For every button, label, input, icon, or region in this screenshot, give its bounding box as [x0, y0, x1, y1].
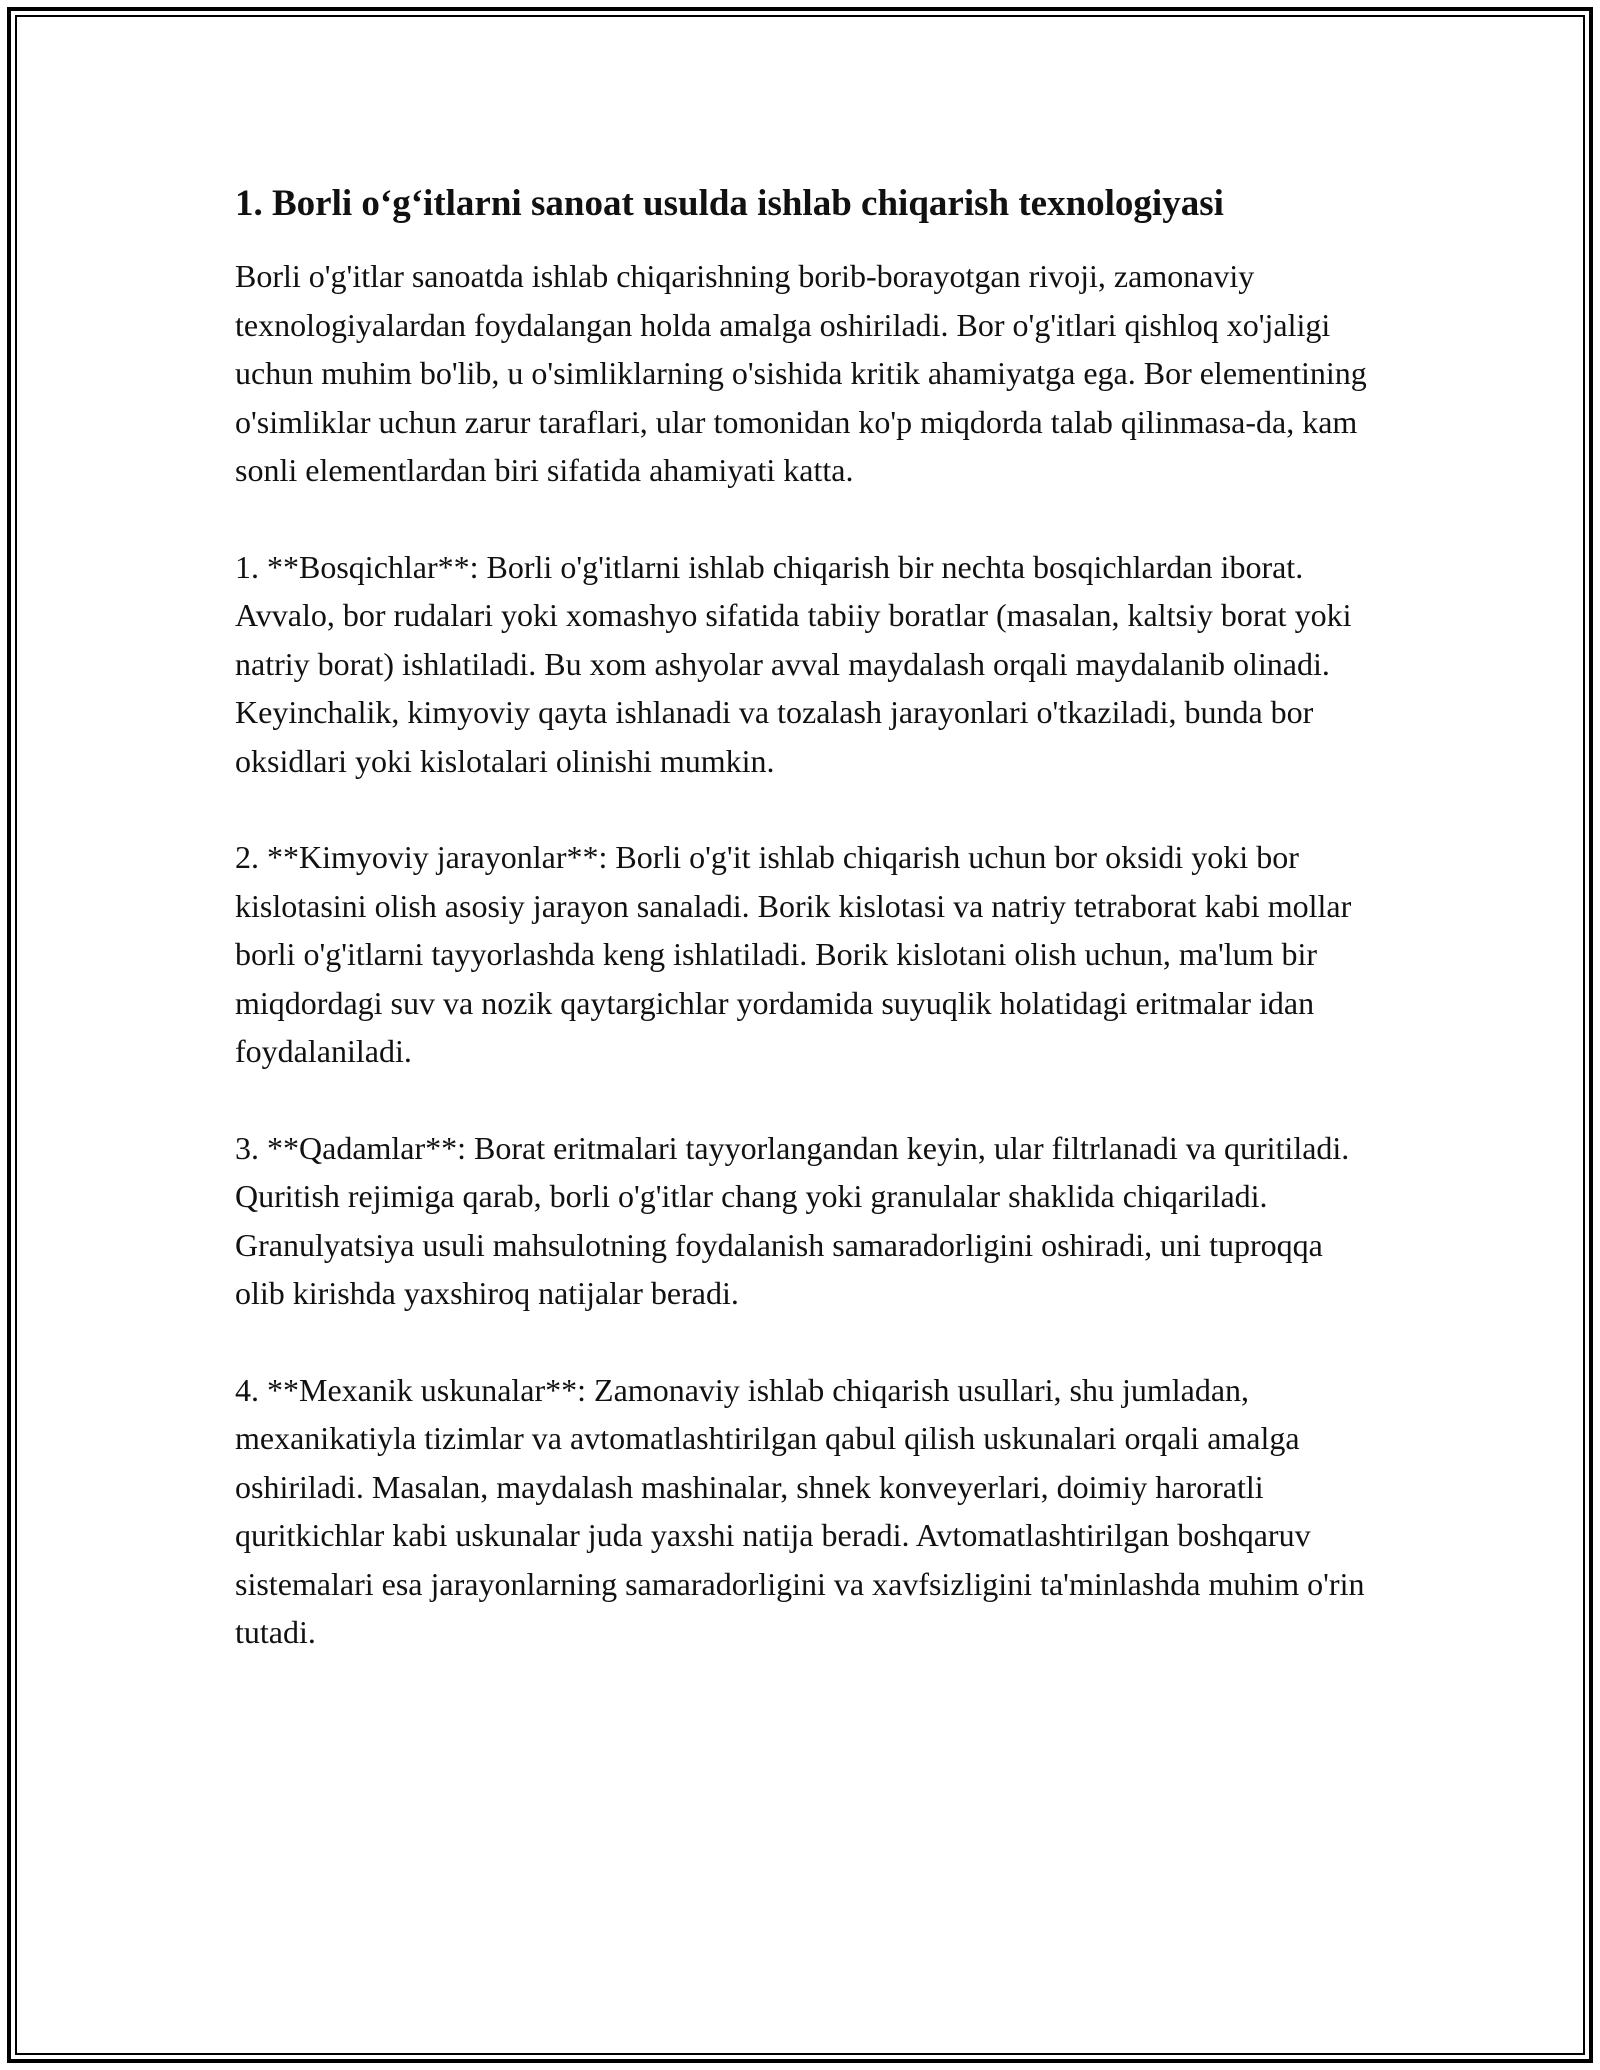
- paragraph-qadamlar: 3. **Qadamlar**: Borat eritmalari tayyorlangandan keyin, ular filtrlanadi va quritiladi. Quritish rejimiga qarab, borli o'g'itlar chang yoki granulalar shaklida chiqariladi. Granulyatsiya usuli mahsulotning foydalanish samaradorligini oshiradi, uni tuproqqa olib kirishda yaxshiroq natijalar beradi.: [235, 1129, 1350, 1312]
- paragraph-mexanik-uskunalar: 4. **Mexanik uskunalar**: Zamonaviy ishlab chiqarish usullari, shu jumladan, mexanikatiyla tizimlar va avtomatlashtirilgan qabul qilish uskunalari orqali amalga oshiriladi. Masalan, maydalash mashinalar, shnek konveyerlari, doimiy haroratli quritkichlar kabi uskunalar juda yaxshi natija beradi. Avtomatlashtirilgan boshqaruv sistemalari esa jarayonlarning samaradorligini va xavfsizligini ta'minlashda muhim o'rin tutadi.: [235, 1371, 1365, 1651]
- paragraph-bosqichlar: 1. **Bosqichlar**: Borli o'g'itlarni ishlab chiqarish bir nechta bosqichlardan iborat. Avvalo, bor rudalari yoki xomashyo sifatida tabiiy boratlar (masalan, kaltsiy borat yoki natriy borat) ishlatiladi. Bu xom ashyolar avval maydalash orqali maydalanib olinadi. Keyinchalik, kimyoviy qayta ishlanadi va tozalash jarayonlari o'tkaziladi, bunda bor oksidlari yoki kislotalari olinishi mumkin.: [235, 548, 1352, 779]
- document-body: [235, 180, 1375, 1705]
- paragraph-kimyoviy-jarayonlar: 2. **Kimyoviy jarayonlar**: Borli o'g'it ishlab chiqarish uchun bor oksidi yoki bor kislotasini olish asosiy jarayon sanaladi. Borik kislotasi va natriy tetraborat kabi mollar borli o'g'itlarni tayyorlashda keng ishlatiladi. Borik kislotani olish uchun, ma'lum bir miqdordagi suv va nozik qaytargichlar yordamida suyuqlik holatidagi eritmalar idan foydalaniladi.: [235, 839, 1352, 1070]
- intro-paragraph: Borli o'g'itlar sanoatda ishlab chiqarishning borib-borayotgan rivoji, zamonaviy texnologiyalardan foydalangan holda amalga oshiriladi. Bor o'g'itlari qishloq xo'jaligi uchun muhim bo'lib, u o'simliklarning o'sishida kritik ahamiyatga ega. Bor elementining o'simliklar uchun zarur taraflari, ular tomonidan ko'p miqdorda talab qilinmasa-da, kam sonli elementlardan biri sifatida ahamiyati katta.: [235, 258, 1367, 489]
- document-title: 1. Borli o‘g‘itlarni sanoat usulda ishlab chiqarish texnologiyasi: [235, 183, 1224, 224]
